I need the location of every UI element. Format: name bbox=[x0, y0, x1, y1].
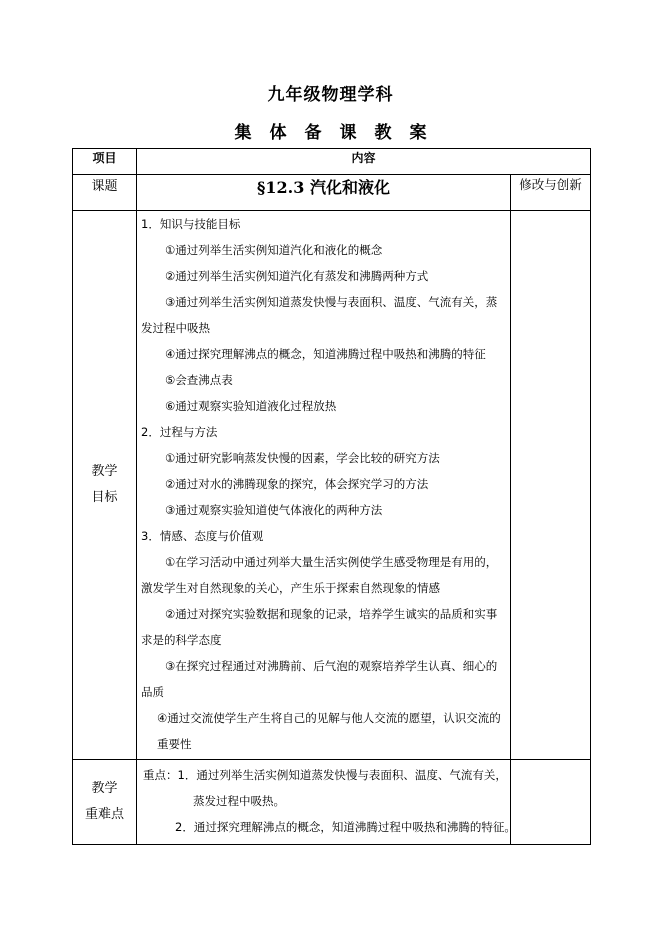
key-point-line: 2．通过探究理解沸点的概念，知道沸腾过程中吸热和沸腾的特征。 bbox=[175, 820, 516, 834]
key-label-line-1: 教学 bbox=[91, 781, 118, 796]
goals-row bbox=[73, 211, 591, 760]
goals-content bbox=[137, 211, 511, 760]
goal-line: ①通过列举生活实例知道汽化和液化的概念 bbox=[165, 243, 383, 257]
goal-line: 求是的科学态度 bbox=[141, 633, 222, 647]
key-point-line: 重点：1．通过列举生活实例知道蒸发快慢与表面积、温度、气流有关， bbox=[143, 768, 507, 782]
goal-line: ⑥通过观察实验知道液化过程放热 bbox=[165, 399, 337, 413]
goal-line: 3．情感、态度与价值观 bbox=[141, 529, 264, 543]
goals-label-line-2: 目标 bbox=[91, 490, 118, 505]
goal-line: 2．过程与方法 bbox=[141, 425, 218, 439]
goals-label bbox=[73, 211, 137, 760]
header-row bbox=[73, 149, 591, 175]
topic-row bbox=[73, 175, 591, 211]
key-points-content bbox=[137, 760, 516, 845]
document-title: 九年级物理学科 bbox=[267, 85, 394, 105]
goal-line: ③在探究过程通过对沸腾前、后气泡的观察培养学生认真、细心的 bbox=[165, 659, 498, 673]
goal-line: ②通过对探究实验数据和现象的记录，培养学生诚实的品质和实事 bbox=[165, 607, 498, 621]
key-point-line: 蒸发过程中吸热。 bbox=[193, 794, 285, 808]
goal-line: 品质 bbox=[141, 685, 164, 699]
goal-line: ④通过交流使学生产生将自己的见解与他人交流的愿望，认识交流的 bbox=[157, 711, 501, 725]
key-points-row bbox=[73, 760, 591, 845]
key-points-label bbox=[73, 760, 137, 845]
goal-line: 发过程中吸热 bbox=[141, 321, 210, 335]
lesson-plan-table bbox=[72, 148, 591, 845]
document-subtitle: 集体备课教案 bbox=[234, 123, 445, 143]
goal-line: ③通过观察实验知道使气体液化的两种方法 bbox=[165, 503, 383, 517]
goal-line: ②通过对水的沸腾现象的探究，体会探究学习的方法 bbox=[165, 477, 429, 491]
goal-line: 1．知识与技能目标 bbox=[141, 217, 241, 231]
goal-line: ①在学习活动中通过列举大量生活实例使学生感受物理是有用的， bbox=[165, 555, 498, 569]
goals-revise-cell bbox=[511, 211, 591, 760]
key-revise-cell bbox=[511, 760, 591, 845]
goals-label-line-1: 教学 bbox=[91, 464, 118, 479]
goal-line: ③通过列举生活实例知道蒸发快慢与表面积、温度、气流有关，蒸 bbox=[165, 295, 498, 309]
revise-label: 修改与创新 bbox=[511, 175, 591, 211]
goal-line: ④通过探究理解沸点的概念，知道沸腾过程中吸热和沸腾的特征 bbox=[165, 347, 486, 361]
column-header-item: 项目 bbox=[73, 149, 137, 175]
topic-label: 课题 bbox=[73, 175, 137, 211]
goal-line: ②通过列举生活实例知道汽化有蒸发和沸腾两种方式 bbox=[165, 269, 429, 283]
goal-line: 激发学生对自然现象的关心，产生乐于探索自然现象的情感 bbox=[141, 581, 440, 595]
topic-title: §12.3 汽化和液化 bbox=[137, 175, 511, 211]
goal-line: 重要性 bbox=[157, 737, 192, 751]
goal-line: ⑤会查沸点表 bbox=[165, 373, 233, 387]
key-label-line-2: 重难点 bbox=[84, 807, 124, 822]
column-header-content: 内容 bbox=[137, 149, 591, 175]
goal-line: ①通过研究影响蒸发快慢的因素，学会比较的研究方法 bbox=[165, 451, 440, 465]
